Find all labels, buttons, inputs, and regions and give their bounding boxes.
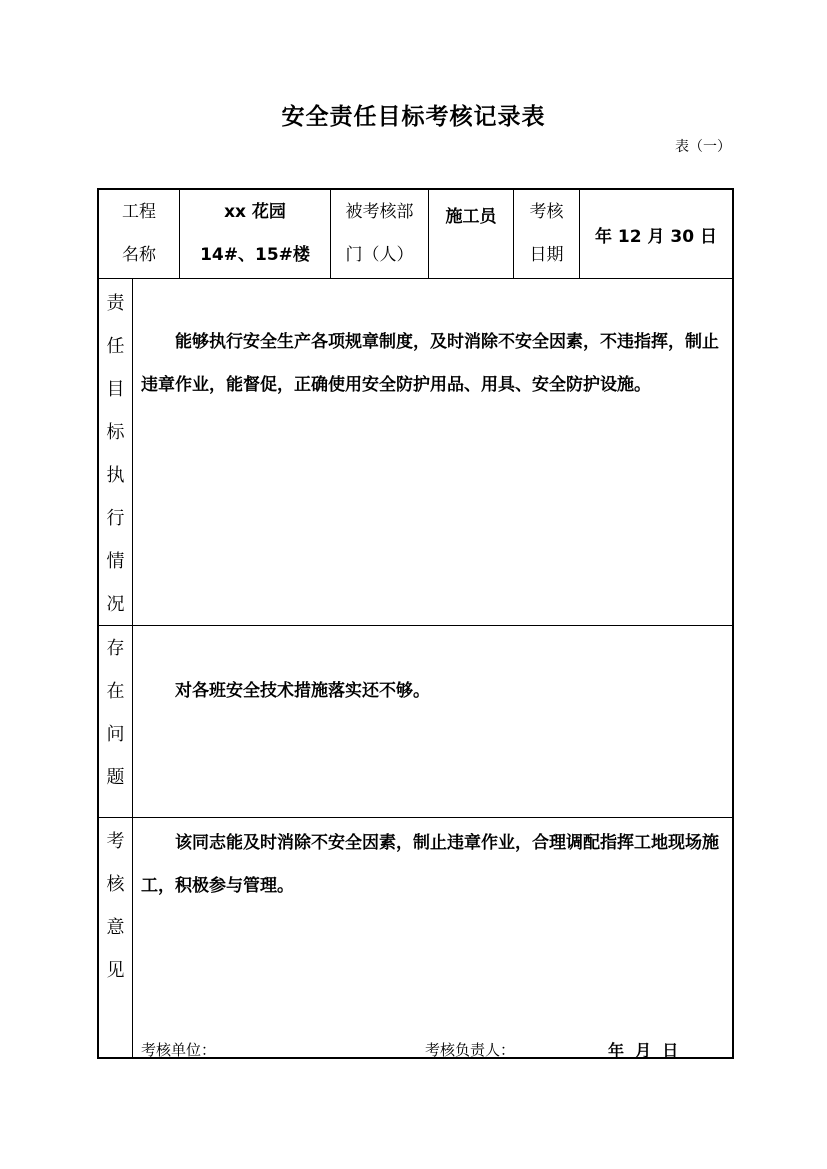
signature-date: 年 月 日 [608, 1041, 679, 1060]
project-name-label [99, 190, 179, 278]
label-char: 目 [106, 379, 125, 400]
label-char: 问 [106, 724, 125, 745]
row-divider [99, 278, 732, 279]
date-value: 年 12 月 30 日 [595, 226, 717, 247]
label-char: 考 [106, 831, 125, 852]
label-char: 情 [106, 551, 125, 572]
problems-label [99, 627, 132, 799]
label-char: 意 [106, 917, 125, 938]
record-table [97, 188, 734, 1059]
page-title: 安全责任目标考核记录表 [281, 104, 546, 130]
row-divider [99, 817, 732, 818]
date-label-line1: 考核 [529, 202, 564, 222]
label-char: 况 [106, 594, 125, 615]
table-number: 表（一） [675, 139, 731, 155]
execution-label [99, 282, 132, 626]
assessment-person-label: 考核负责人： [425, 1041, 516, 1059]
problems-text: 对各班安全技术措施落实还不够。 [175, 681, 430, 701]
label-char: 核 [106, 874, 125, 895]
execution-text: 能够执行安全生产各项规章制度，及时消除不安全因素，不违指挥，制止违章作业，能督促，正确使用安全防护用品、用具、安全防护设施。 [141, 332, 719, 395]
project-name-value [180, 190, 330, 278]
label-char: 行 [106, 508, 125, 529]
dept-label-line2: 门（人） [345, 245, 414, 265]
date-label-line2: 日期 [529, 245, 564, 265]
dept-label-line1: 被考核部 [345, 202, 414, 222]
opinion-label [99, 820, 132, 992]
opinion-text: 该同志能及时消除不安全因素，制止违章作业，合理调配指挥工地现场施工，积极参与管理。 [141, 833, 719, 896]
label-char: 执 [106, 465, 125, 486]
label-char: 任 [106, 336, 125, 357]
label-char: 存 [106, 638, 125, 659]
col-divider [132, 278, 133, 1059]
project-name-line2: 14#、15#楼 [200, 245, 310, 265]
label-char: 见 [106, 960, 125, 981]
department-label [331, 190, 428, 278]
project-label-line2: 名称 [122, 245, 156, 265]
label-char: 在 [106, 681, 125, 702]
row-divider [99, 625, 732, 626]
project-name-line1: xx 花园 [224, 202, 286, 222]
label-char: 题 [106, 767, 125, 788]
assessment-unit-label: 考核单位： [141, 1041, 217, 1059]
label-char: 责 [106, 293, 125, 314]
label-char: 标 [106, 422, 125, 443]
department-value: 施工员 [445, 207, 497, 227]
date-label [514, 190, 579, 278]
project-label-line1: 工程 [122, 202, 156, 222]
